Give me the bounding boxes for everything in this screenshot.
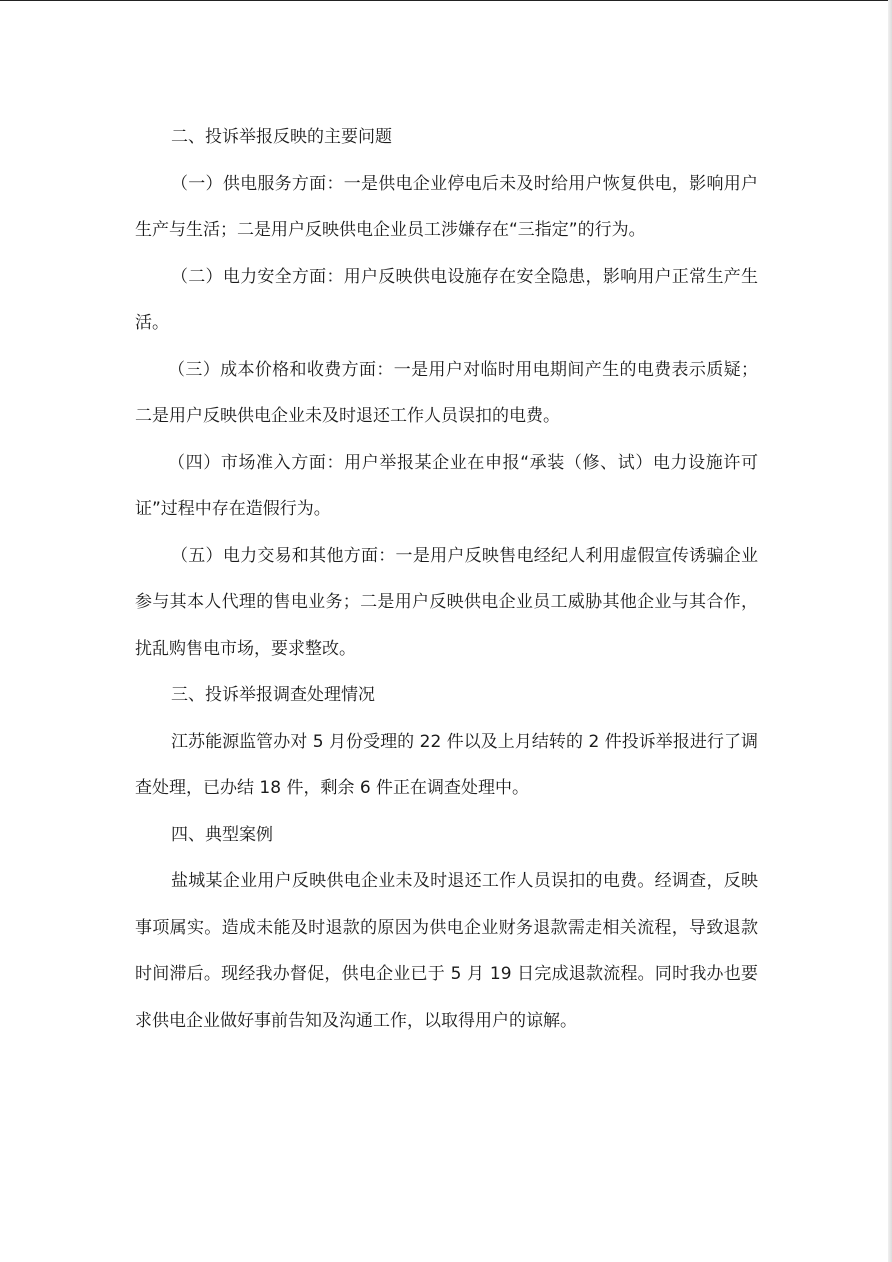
section-heading-main-issues: 二、投诉举报反映的主要问题: [171, 127, 392, 147]
paragraph-power-safety: （二）电力安全方面：用户反映供电设施存在安全隐患，影响用户正常生产生活。: [135, 266, 758, 333]
section-heading-investigation: 三、投诉举报调查处理情况: [171, 685, 375, 705]
section-heading-typical-cases: 四、典型案例: [171, 824, 273, 845]
page-right-edge: [888, 0, 892, 1262]
paragraph-power-trading: （五）电力交易和其他方面：一是用户反映售电经纪人利用虚假宣传诱骗企业参与其本人代理的售电业务；二是用户反映供电企业员工威胁其他企业与其合作，扰乱购售电市场，要求整改。: [135, 545, 758, 659]
paragraph-market-access: （四）市场准入方面：用户举报某企业在申报“承装（修、试）电力设施许可证”过程中存在造假行为。: [135, 452, 758, 519]
paragraph-cost-pricing: （三）成本价格和收费方面：一是用户对临时用电期间产生的电费表示质疑；二是用户反映供电企业未及时退还工作人员误扣的电费。: [135, 359, 758, 426]
paragraph-typical-case: 盐城某企业用户反映供电企业未及时退还工作人员误扣的电费。经调查，反映事项属实。造成未能及时退款的原因为供电企业财务退款需走相关流程，导致退款时间滞后。现经我办督促，供电企业已于 5 月 19 日完成退款流程。同时我办也要求供电企业做好事前告知及沟通工作，以取得用户的谅解。: [135, 871, 758, 1031]
document-body: [135, 114, 758, 1044]
paragraph-power-supply-service: （一）供电服务方面：一是供电企业停电后未及时给用户恢复供电，影响用户生产与生活；二是用户反映供电企业员工涉嫌存在“三指定”的行为。: [135, 173, 758, 240]
page-top-border: [0, 0, 892, 1]
paragraph-investigation-status: 江苏能源监管办对 5 月份受理的 22 件以及上月结转的 2 件投诉举报进行了调查处理，已办结 18 件，剩余 6 件正在调查处理中。: [135, 731, 758, 798]
